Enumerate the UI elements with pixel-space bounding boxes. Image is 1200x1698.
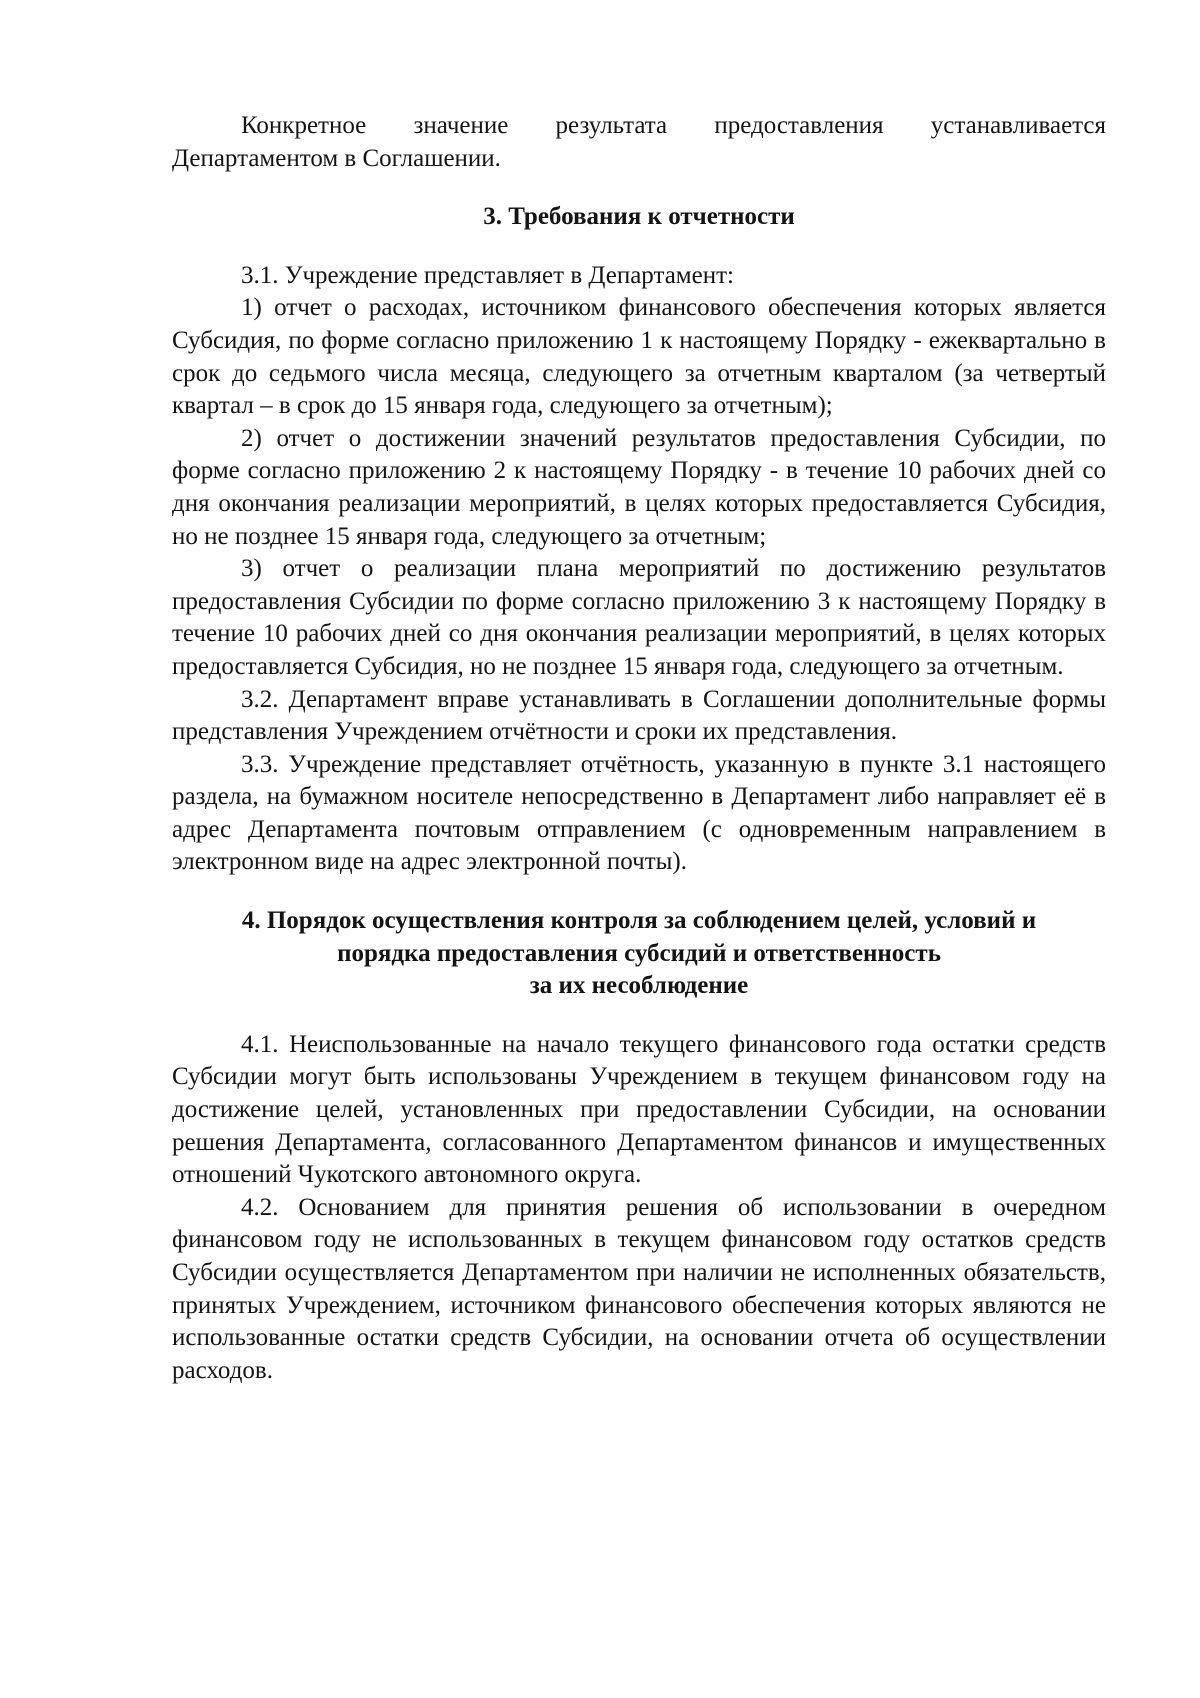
paragraph-4-1: 4.1. Неиспользованные на начало текущего финансового года остатки средств Субсидии могут быть использованы Учреждением в текущем финансовом году на достижение целей, установленных при предоставлении Субсидии, на основании решения Департамента, согласованного Департаментом финансов и имущественных отношений Чукотского автономного округа.	[172, 1030, 1106, 1189]
section-4-title-line-1: 4. Порядок осуществления контроля за соблюдением целей, условий и	[241, 907, 1037, 935]
section-4-title	[172, 905, 1106, 1003]
section-4-body	[172, 1029, 1106, 1388]
section-3-title-text: 3. Требования к отчетности	[483, 203, 795, 231]
section-4-title-line-3: за их несоблюдение	[529, 972, 749, 1000]
paragraph-3-3: 3.3. Учреждение представляет отчётность, указанную в пункте 3.1 настоящего раздела, на бумажном носителе непосредственно в Департамент либо направляет её в адрес Департамента почтовым отправлением (с одновременным направлением в электронном виде на адрес электронной почты).	[172, 750, 1106, 876]
intro-paragraph: Конкретное значение результата предоставления устанавливается Департаментом в Соглашении.	[172, 112, 1106, 172]
paragraph-3-1-item-3: 3) отчет о реализации плана мероприятий по достижению результатов предоставления Субсидии по форме согласно приложению 3 к настоящему Порядку в течение 10 рабочих дней со дня окончания реализации мероприятий, в целях которых предоставляется Субсидия, но не позднее 15 января года, следующего за отчетным.	[172, 555, 1106, 680]
paragraph-3-1-item-1: 1) отчет о расходах, источником финансового обеспечения которых является Субсидия, по форме согласно приложению 1 к настоящему Порядку - ежеквартально в срок до седьмого числа месяца, следующего за отчетным кварталом (за четвертый квартал – в срок до 15 января года, следующего за отчетным);	[172, 294, 1106, 420]
paragraph-4-2: 4.2. Основанием для принятия решения об использовании в очередном финансовом году не использованных в текущем финансовом году остатков средств Субсидии осуществляется Департаментом при наличии не исполненных обязательств, принятых Учреждением, источником финансового обеспечения которых являются не использованные остатки средств Субсидии, на основании отчета об осуществлении расходов.	[172, 1193, 1106, 1384]
section-4-title-line-2: порядка предоставления субсидий и ответственность	[337, 939, 941, 967]
paragraph-3-2: 3.2. Департамент вправе устанавливать в Соглашении дополнительные формы представления Учреждением отчётности и сроки их представления.	[172, 685, 1106, 746]
paragraph-3-1: 3.1. Учреждение представляет в Департамент:	[241, 261, 734, 289]
section-3-title	[172, 201, 1106, 234]
paragraph-3-1-item-2: 2) отчет о достижении значений результатов предоставления Субсидии, по форме согласно приложению 2 к настоящему Порядку - в течение 10 рабочих дней со дня окончания реализации мероприятий, в целях которых предоставляется Субсидия, но не позднее 15 января года, следующего за отчетным;	[172, 424, 1106, 550]
section-3-body	[172, 260, 1106, 879]
